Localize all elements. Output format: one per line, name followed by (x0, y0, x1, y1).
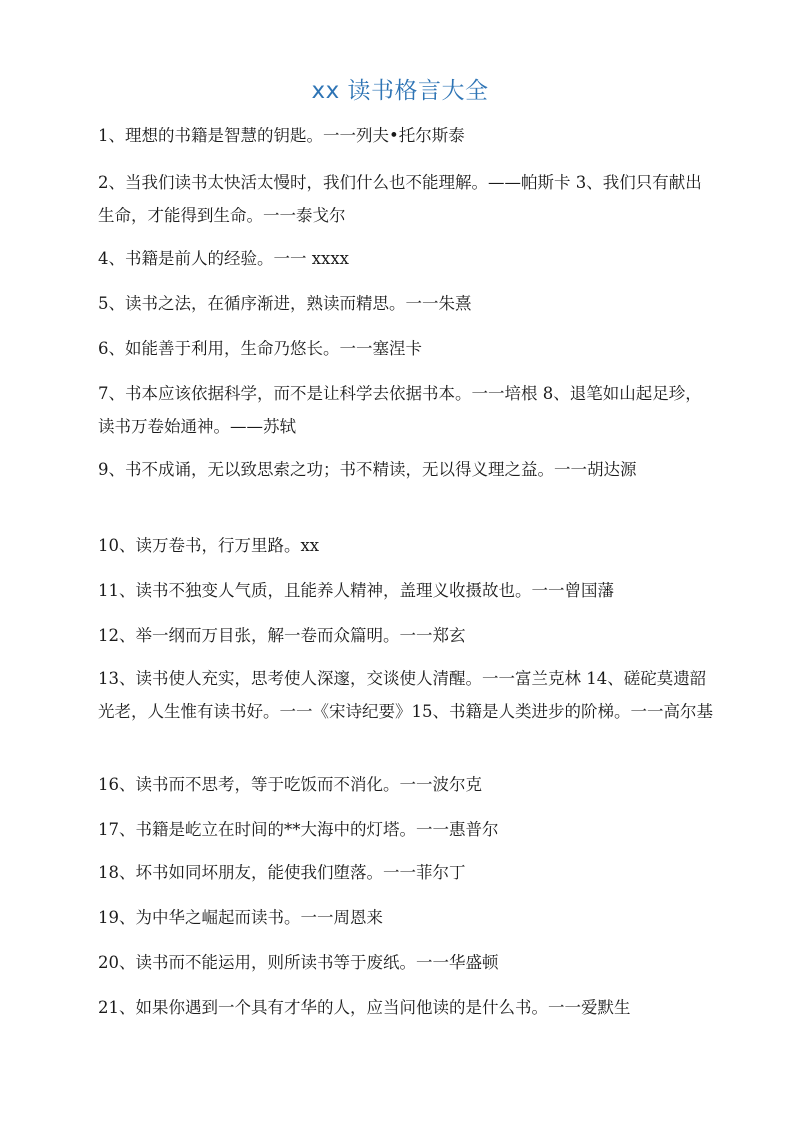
quote-17: 17、书籍是屹立在时间的**大海中的灯塔。一一惠普尔 (98, 820, 499, 839)
quote-19: 19、为中华之崛起而读书。一一周恩来 (98, 908, 383, 927)
quote-21: 21、如果你遇到一个具有才华的人，应当问他读的是什么书。一一爱默生 (98, 998, 631, 1017)
quote-20: 20、读书而不能运用，则所读书等于废纸。一一华盛顿 (98, 953, 499, 972)
quote-5: 5、读书之法，在循序渐进，熟读而精思。一一朱熹 (98, 294, 472, 313)
quote-6: 6、如能善于利用，生命乃悠长。一一塞涅卡 (98, 339, 422, 358)
quote-2: 2、当我们读书太快活太慢时，我们什么也不能理解。——帕斯卡 3、我们只有献出生命，才能得到生命。一一泰戈尔 (98, 173, 702, 225)
quote-1: 1、理想的书籍是智慧的钥匙。一一列夫•托尔斯泰 (98, 126, 465, 145)
quote-4: 4、书籍是前人的经验。一一 xxxx (98, 249, 349, 268)
quote-12: 12、举一纲而万目张，解一卷而众篇明。一一郑玄 (98, 626, 466, 645)
quote-11: 11、读书不独变人气质，且能养人精神，盖理义收摄故也。一一曾国藩 (98, 581, 614, 600)
document-title: xx 读书格言大全 (311, 78, 489, 104)
quote-18: 18、坏书如同坏朋友，能使我们堕落。一一菲尔丁 (98, 863, 466, 882)
quote-7: 7、书本应该依据科学，而不是让科学去依据书本。一一培根 8、退笔如山起足珍，读书万卷始通神。——苏轼 (98, 384, 702, 436)
quote-9: 9、书不成诵，无以致思索之功；书不精读，无以得义理之益。一一胡达源 (98, 460, 637, 479)
quote-16: 16、读书而不思考，等于吃饭而不消化。一一波尔克 (98, 775, 482, 794)
quote-10: 10、读万卷书，行万里路。xx (98, 536, 320, 555)
quote-13: 13、读书使人充实，思考使人深邃，交谈使人清醒。一一富兰克林 14、磋砣莫遗韶光老，人生惟有读书好。一一《宋诗纪要》15、书籍是人类进步的阶梯。一一高尔基 (98, 669, 713, 721)
